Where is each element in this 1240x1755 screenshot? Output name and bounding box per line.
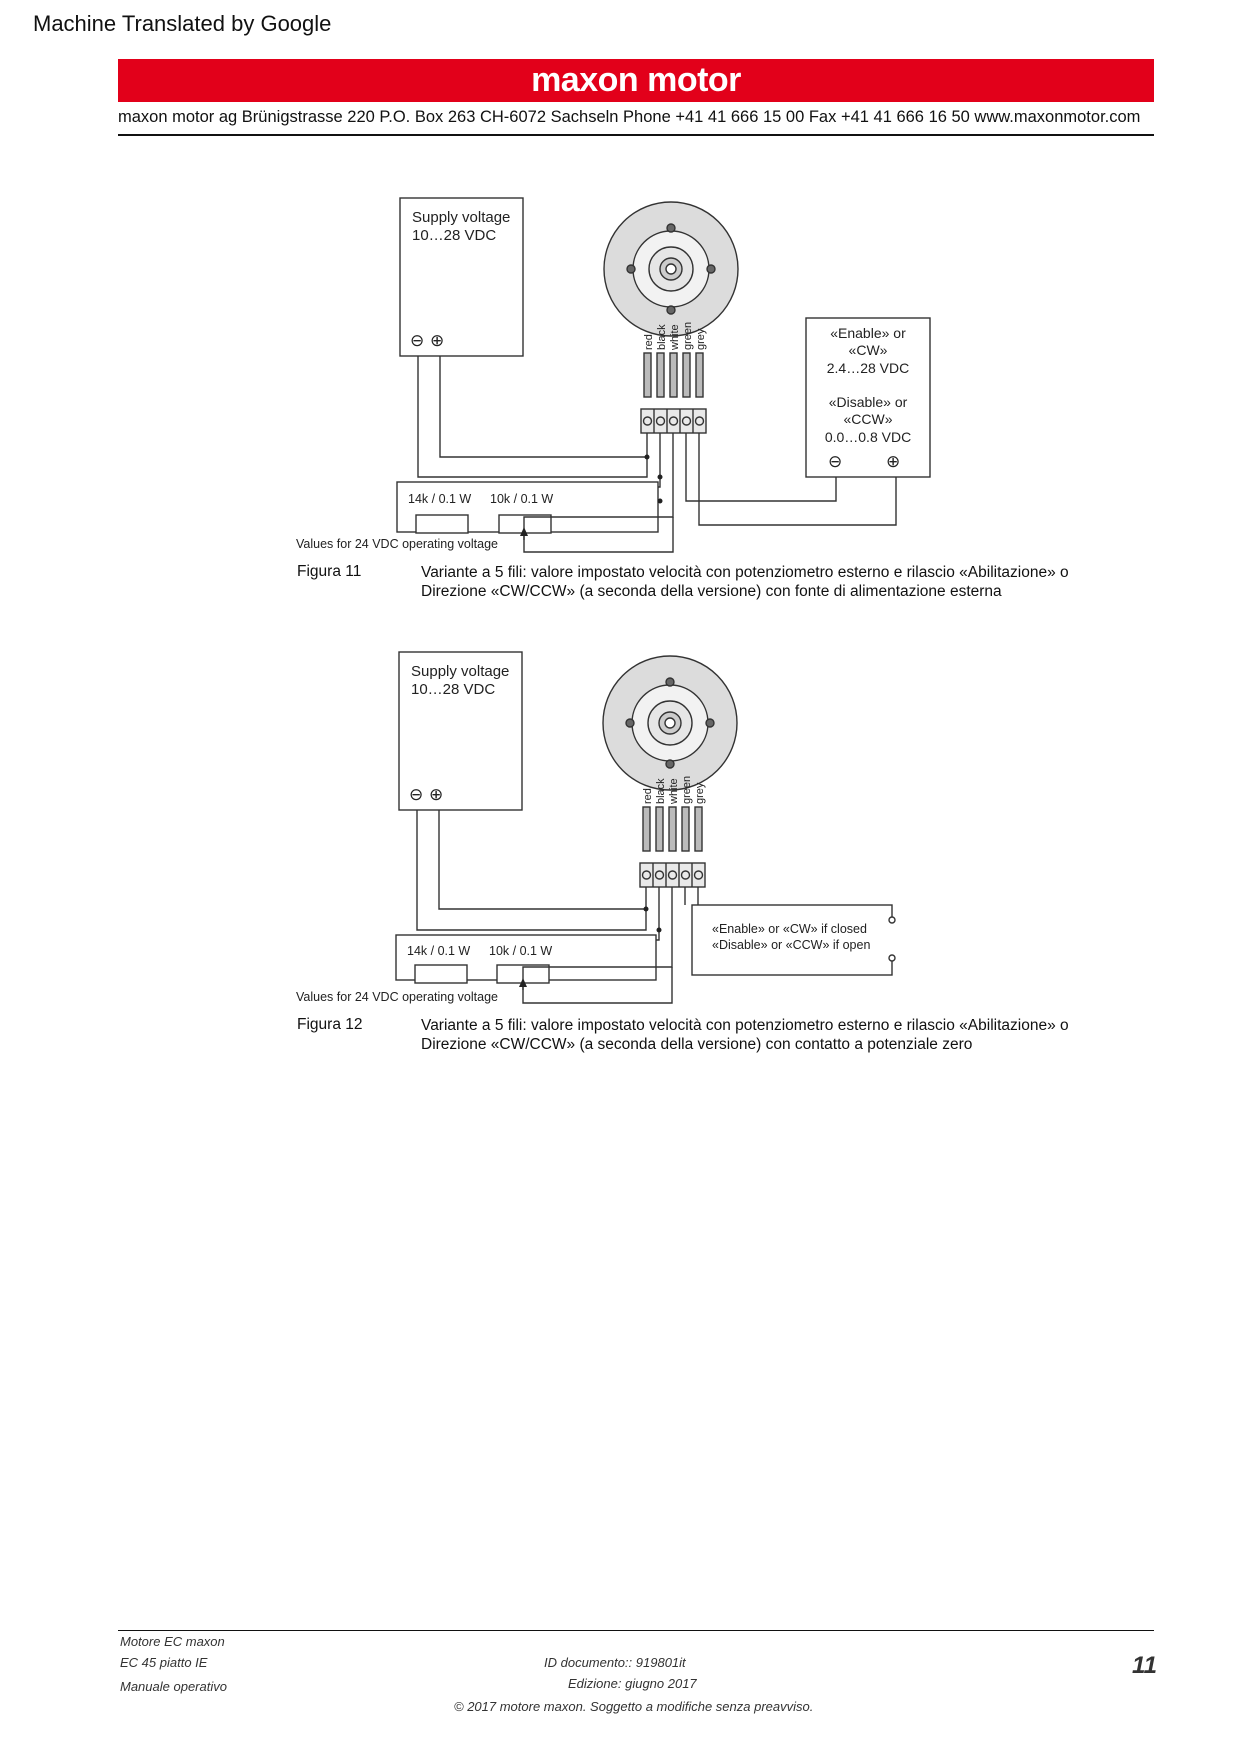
- supply-label-1: Supply voltage: [412, 209, 511, 226]
- wire-label-green: green: [682, 321, 694, 350]
- enable-label-3: 2.4…28 VDC: [826, 360, 910, 376]
- resistor-14k: [416, 515, 468, 533]
- resistor-14k: [415, 965, 467, 983]
- enable-label-1: «Enable» or: [830, 325, 906, 341]
- figure-11-wiring-diagram: [0, 190, 1240, 570]
- wire-label-red: red: [643, 334, 655, 350]
- footer-document-type: Manuale operativo: [120, 1679, 227, 1694]
- footer-edition: Edizione: giugno 2017: [568, 1676, 697, 1691]
- switch-label-open: «Disable» or «CCW» if open: [712, 938, 871, 952]
- minus-terminal-icon: ⊖: [409, 785, 424, 804]
- wire-label-grey: grey: [695, 328, 707, 350]
- header-divider: [118, 134, 1154, 136]
- disable-label-2: «CCW»: [843, 411, 893, 427]
- figure-12-wiring-diagram: [0, 645, 1240, 1005]
- disable-label-1: «Disable» or: [828, 394, 908, 410]
- minus-terminal-icon: ⊖: [410, 331, 425, 350]
- footer-copyright: © 2017 motore maxon. Soggetto a modifiche senza preavviso.: [454, 1699, 814, 1714]
- resistor-14k-label: 14k / 0.1 W: [407, 944, 471, 958]
- plus-terminal-icon: ⊕: [886, 452, 901, 471]
- footer-product-model: EC 45 piatto IE: [120, 1655, 208, 1670]
- page-number: 11: [1132, 1652, 1157, 1679]
- resistor-10k-label: 10k / 0.1 W: [489, 944, 553, 958]
- supply-label-2: 10…28 VDC: [412, 227, 497, 244]
- figure-12-label: Figura 12: [297, 1016, 363, 1033]
- figure-11-caption: Variante a 5 fili: valore impostato velocità con potenziometro esterno e rilascio «Abilitazione» o Direzione «CW/CCW» (a seconda della versione) con fonte di alimentazione esterna: [421, 564, 1069, 600]
- minus-terminal-icon: ⊖: [828, 452, 843, 471]
- figure-11-values-note: Values for 24 VDC operating voltage: [296, 537, 498, 551]
- figure-12-values-note: Values for 24 VDC operating voltage: [296, 990, 498, 1004]
- wire-label-white: white: [668, 778, 680, 804]
- wire-label-white: white: [669, 324, 681, 350]
- footer-product-name: Motore EC maxon: [120, 1634, 225, 1649]
- disable-label-3: 0.0…0.8 VDC: [824, 429, 912, 445]
- plus-terminal-icon: ⊕: [430, 331, 445, 350]
- figure-11-label: Figura 11: [297, 563, 362, 580]
- supply-label-1: Supply voltage: [411, 663, 510, 680]
- machine-translation-banner: Machine Translated by Google: [33, 11, 332, 36]
- supply-label-2: 10…28 VDC: [411, 681, 496, 698]
- switch-label-closed: «Enable» or «CW» if closed: [712, 922, 867, 936]
- resistor-14k-label: 14k / 0.1 W: [408, 492, 472, 506]
- plus-terminal-icon: ⊕: [429, 785, 444, 804]
- brand-logo-bar: maxon motor: [118, 59, 1154, 102]
- wire-label-red: red: [642, 788, 654, 804]
- wire-label-black: black: [656, 324, 668, 350]
- enable-label-2: «CW»: [848, 342, 888, 358]
- resistor-10k-label: 10k / 0.1 W: [490, 492, 554, 506]
- figure-12-caption: Variante a 5 fili: valore impostato velocità con potenziometro esterno e rilascio «Abilitazione» o Direzione «CW/CCW» (a seconda della versione) con contatto a potenziale zero: [421, 1017, 1069, 1053]
- wire-label-green: green: [681, 775, 693, 804]
- footer-divider: [118, 1630, 1154, 1631]
- wire-label-black: black: [655, 778, 667, 804]
- footer-document-id: ID documento:: 919801it: [544, 1655, 686, 1670]
- company-address: maxon motor ag Brünigstrasse 220 P.O. Box 263 CH-6072 Sachseln Phone +41 41 666 15 00 Fax +41 41 666 16 50 www.maxonmotor.com: [118, 108, 1141, 126]
- wire-label-grey: grey: [694, 782, 706, 804]
